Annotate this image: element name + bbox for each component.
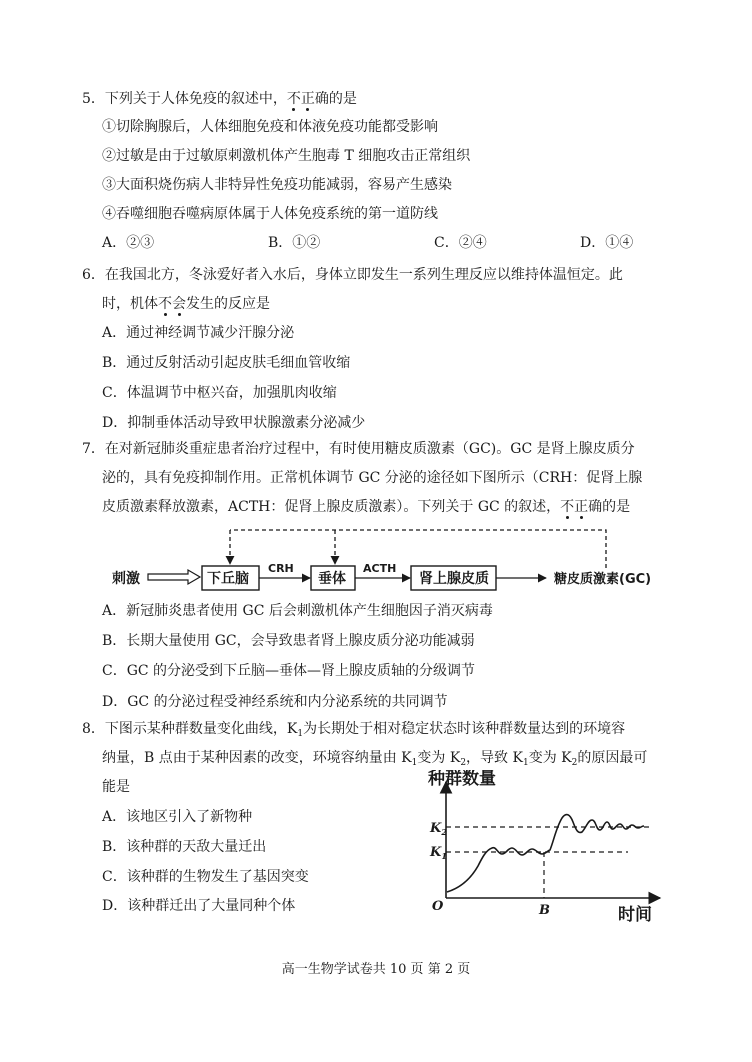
- q7-option-b[interactable]: B．长期大量使用 GC，会导致患者肾上腺皮质分泌功能减弱: [102, 633, 475, 649]
- q7-emphasis-2: 正: [574, 499, 589, 515]
- graph-ylabel: 种群数量: [428, 770, 496, 789]
- hollow-arrow-icon: [148, 570, 200, 584]
- q8-stem-line-2: 纳量，B 点由于某种因素的改变，环境容纳量由 $K_1$变为 $K_2$，导致 $K_1$变为 $K_2$的原因最可: [102, 750, 648, 768]
- q8-option-c[interactable]: C．该种群的生物发生了基因突变: [102, 869, 309, 885]
- graph-k1-label: $K_1$: [430, 845, 447, 861]
- q7-option-c[interactable]: C．GC 的分泌受到下丘脑—垂体—肾上腺皮质轴的分级调节: [102, 663, 476, 679]
- q5-option-b[interactable]: B．①②: [268, 235, 321, 251]
- gc-regulation-flowchart: [0, 520, 752, 600]
- q7-emphasis-1: 不: [560, 499, 575, 515]
- q7-stem-line-1: 7．在对新冠肺炎重症患者治疗过程中，有时使用糖皮质激素（GC)。GC 是肾上腺皮质分: [82, 441, 635, 457]
- q5-statement-4: ④吞噬细胞吞噬病原体属于人体免疫系统的第一道防线: [102, 206, 438, 222]
- q6-emphasis-2: 会: [172, 296, 186, 312]
- q7-option-d[interactable]: D．GC 的分泌过程受神经系统和内分泌系统的共同调节: [102, 694, 448, 710]
- population-curve-graph: [420, 770, 680, 930]
- q6-option-d[interactable]: D．抑制垂体活动导致甲状腺激素分泌减少: [102, 415, 366, 431]
- q5-option-a[interactable]: A．②③: [102, 235, 155, 251]
- q6-option-b[interactable]: B．通过反射活动引起皮肤毛细血管收缩: [102, 355, 351, 371]
- q8-stem-line-1: 8．下图示某种群数量变化曲线，$K_1$为长期处于相对稳定状态时该种群数量达到的环境容: [82, 721, 626, 739]
- q5-stem: 5．下列关于人体免疫的叙述中，不正确的是: [82, 91, 357, 107]
- q5-statement-2: ②过敏是由于过敏原刺激机体产生胞毒 T 细胞攻击正常组织: [102, 148, 471, 164]
- q6-option-c[interactable]: C．体温调节中枢兴奋，加强肌肉收缩: [102, 385, 337, 401]
- flow-crh: CRH: [268, 562, 294, 575]
- q8-stem-line-3: 能是: [102, 779, 130, 795]
- flow-gc: 糖皮质激素(GC): [554, 572, 652, 587]
- q5-statement-1: ①切除胸腺后，人体细胞免疫和体液免疫功能都受影响: [102, 119, 438, 135]
- page-footer: 高一生物学试卷共 10 页 第 2 页: [281, 962, 471, 977]
- graph-b-label: B: [539, 903, 550, 918]
- flow-hypothalamus: 下丘脑: [207, 571, 249, 587]
- q7-option-a[interactable]: A．新冠肺炎患者使用 GC 后会刺激机体产生细胞因子消灭病毒: [102, 603, 493, 619]
- q5-option-c[interactable]: C．②④: [434, 235, 487, 251]
- population-curve: [447, 815, 644, 892]
- q6-stem-line-2: 时，机体不会发生的反应是: [102, 296, 270, 312]
- q8-option-b[interactable]: B．该种群的天敌大量迁出: [102, 839, 267, 855]
- graph-origin: O: [432, 899, 444, 914]
- graph-k2-label: $K_2$: [430, 821, 447, 837]
- graph-xlabel: 时间: [618, 905, 652, 925]
- q8-option-d[interactable]: D．该种群迁出了大量同种个体: [102, 898, 296, 914]
- q6-option-a[interactable]: A．通过神经调节减少汗腺分泌: [102, 325, 295, 341]
- flow-adrenal-cortex: 肾上腺皮质: [419, 571, 489, 587]
- q7-stem-line-2: 泌的，具有免疫抑制作用。正常机体调节 GC 分泌的途径如下图所示（CRH：促肾上腺: [102, 470, 643, 486]
- q6-stem-line-1: 6．在我国北方，冬泳爱好者入水后，身体立即发生一系列生理反应以维持体温恒定。此: [82, 267, 623, 283]
- flow-acth: ACTH: [363, 562, 397, 575]
- q5-emphasis-2: 正: [300, 91, 315, 107]
- q5-statement-3: ③大面积烧伤病人非特异性免疫功能减弱，容易产生感染: [102, 177, 452, 193]
- flow-pituitary: 垂体: [318, 571, 346, 587]
- q6-emphasis-1: 不: [158, 296, 172, 312]
- flow-stimulus: 刺激: [112, 571, 140, 587]
- q5-emphasis-1: 不: [286, 91, 301, 107]
- q5-option-d[interactable]: D．①④: [580, 235, 634, 251]
- q8-option-a[interactable]: A．该地区引入了新物种: [102, 809, 253, 825]
- q7-stem-line-3: 皮质激素释放激素，ACTH：促肾上腺皮质激素）。下列关于 GC 的叙述，不正确的是: [102, 499, 631, 515]
